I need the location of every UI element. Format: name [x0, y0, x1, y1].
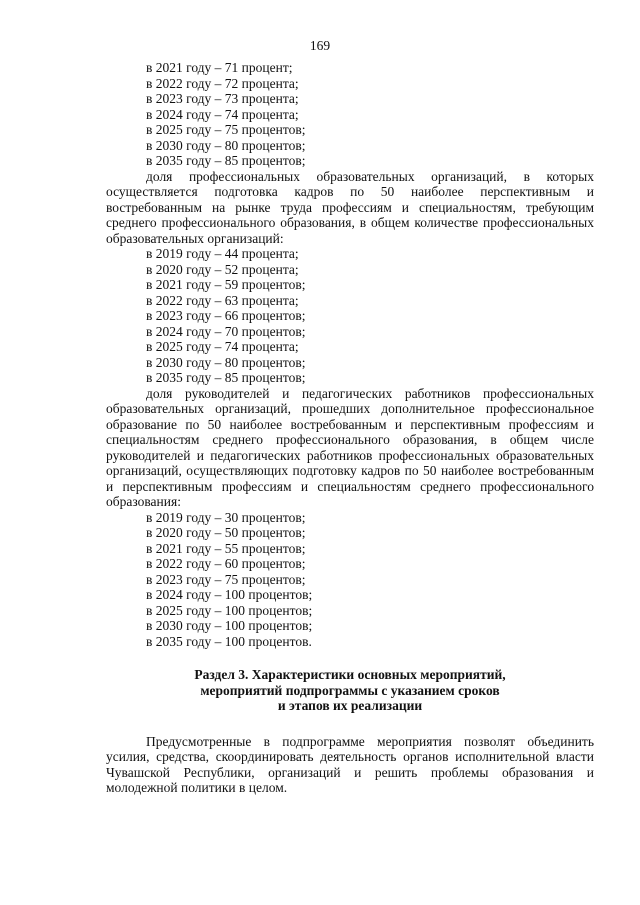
section-heading [106, 667, 594, 714]
list-item: в 2019 году – 44 процента; [146, 246, 299, 261]
list-item: в 2022 году – 63 процента; [146, 292, 299, 308]
list-item: в 2024 году – 100 процентов; [146, 587, 313, 602]
page-content [106, 60, 594, 796]
list-item: в 2019 году – 30 процентов; [146, 509, 306, 525]
list-item: в 2035 году – 85 процентов; [146, 370, 306, 385]
list-item: в 2030 году – 80 процентов; [146, 354, 306, 370]
indicator-paragraph-1: доля профессиональных образовательных организаций, в которых осуществляется подготовка кадров по 50 наиболее перспективным и востребованным на рынке труда профессиям и специальностям, требующим среднего профессионального образования, в общем количестве профессиональных образовательных организаций: [106, 168, 594, 246]
list-item: в 2022 году – 60 процентов; [146, 556, 306, 571]
list-item: в 2030 году – 80 процентов; [146, 137, 306, 153]
list-item: в 2022 году – 72 процента; [146, 75, 299, 91]
list-item: в 2024 году – 74 процента; [146, 106, 299, 122]
indicator-list-1 [106, 60, 594, 169]
list-item: в 2023 году – 73 процента; [146, 91, 299, 106]
closing-paragraph: Предусмотренные в подпрограмме мероприятия позволят объединить усилия, средства, скоординировать деятельность органов исполнительной власти Чувашской Республики, организаций и решить проблемы образования и молодежной политики в целом. [106, 733, 594, 795]
list-item: в 2021 году – 71 процент; [146, 60, 293, 75]
list-item: в 2035 году – 85 процентов; [146, 153, 306, 168]
list-item: в 2020 году – 52 процента; [146, 261, 299, 277]
list-item: в 2025 году – 75 процентов; [146, 122, 306, 137]
indicator-list-3 [106, 510, 594, 650]
list-item: в 2021 году – 59 процентов; [146, 277, 306, 292]
section-heading-line: мероприятий подпрограммы с указанием сроков [200, 682, 500, 698]
list-item: в 2021 году – 55 процентов; [146, 540, 306, 556]
list-item: в 2025 году – 74 процента; [146, 339, 299, 354]
list-item: в 2030 году – 100 процентов; [146, 618, 313, 633]
page-number: 169 [309, 38, 331, 53]
list-item: в 2035 году – 100 процентов. [146, 633, 312, 649]
indicator-list-2 [106, 246, 594, 386]
list-item: в 2025 году – 100 процентов; [146, 602, 313, 618]
list-item: в 2023 году – 75 процентов; [146, 571, 306, 587]
list-item: в 2023 году – 66 процентов; [146, 308, 306, 323]
section-heading-line: и этапов их реализации [277, 698, 423, 713]
section-heading-line: Раздел 3. Характеристики основных мероприятий, [194, 667, 506, 682]
indicator-paragraph-2: доля руководителей и педагогических работников профессиональных образовательных организаций, прошедших дополнительное профессиональное образование по 50 наиболее востребованным и перспективным профессиям и специальностям среднего профессионального образования, в общем числе руководителей и педагогических работников профессиональных образовательных организаций, осуществляющих подготовку кадров по 50 наиболее востребованным и перспективным профессиям и специальностям среднего профессионального образования: [106, 385, 594, 509]
list-item: в 2020 году – 50 процентов; [146, 525, 306, 540]
list-item: в 2024 году – 70 процентов; [146, 323, 306, 339]
